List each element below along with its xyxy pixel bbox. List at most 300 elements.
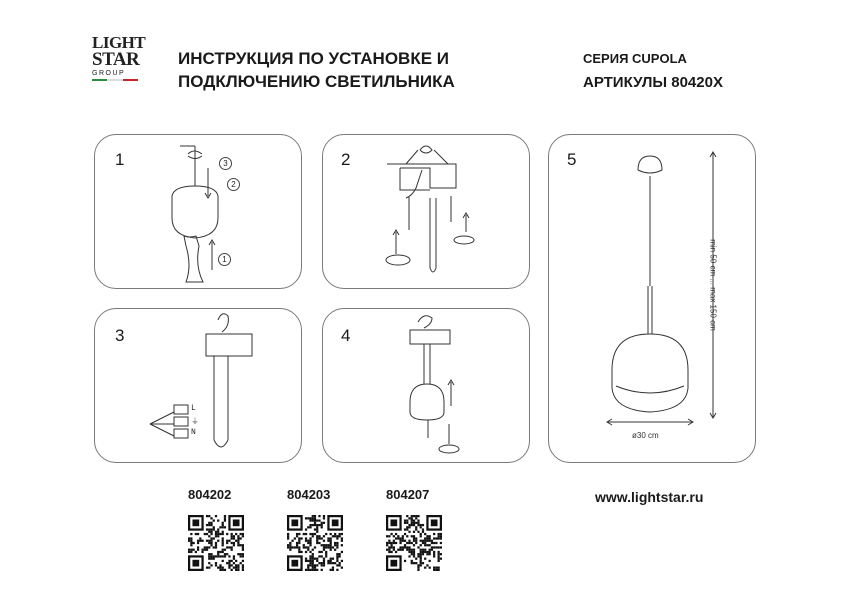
qr-module <box>341 533 343 535</box>
qr-module <box>411 522 413 524</box>
panel-number-5: 5 <box>567 150 577 169</box>
qr-module <box>330 558 332 560</box>
qr-module <box>433 542 435 544</box>
step-marker-1: 1 <box>218 253 231 266</box>
qr-module <box>314 567 316 569</box>
qr-module <box>222 526 224 528</box>
qr-module <box>426 535 428 537</box>
qr-module <box>318 562 320 564</box>
qr-module <box>300 537 302 539</box>
qr-module <box>415 515 417 517</box>
qr-module <box>199 540 201 542</box>
wire-mark-n: N <box>191 428 196 437</box>
qr-module <box>408 555 410 557</box>
qr-module <box>314 569 316 571</box>
qr-module <box>208 540 210 542</box>
qr-module <box>413 515 415 517</box>
qr-module <box>204 549 206 551</box>
qr-module <box>305 528 307 530</box>
qr-module <box>408 542 410 544</box>
qr-module <box>330 549 332 551</box>
qr-module <box>330 544 332 546</box>
qr-module <box>404 522 406 524</box>
qr-finder-core <box>192 560 199 567</box>
qr-module <box>242 533 244 535</box>
qr-module <box>289 546 291 548</box>
qr-module <box>226 540 228 542</box>
qr-module <box>411 549 413 551</box>
qr-finder-core <box>291 519 298 526</box>
qr-module <box>298 549 300 551</box>
qr-module <box>334 542 336 544</box>
qr-module <box>408 546 410 548</box>
qr-module <box>323 562 325 564</box>
qr-module <box>390 546 392 548</box>
qr-module <box>341 544 343 546</box>
qr-module <box>393 549 395 551</box>
qr-module <box>294 546 296 548</box>
qr-module <box>404 528 406 530</box>
qr-module <box>312 553 314 555</box>
qr-module <box>190 551 192 553</box>
qr-module <box>406 546 408 548</box>
qr-module <box>399 549 401 551</box>
qr-module <box>237 553 239 555</box>
qr-module <box>228 560 230 562</box>
qr-module <box>235 569 237 571</box>
article-number-1: 804202 <box>188 487 232 502</box>
qr-module <box>235 533 237 535</box>
qr-module <box>393 546 395 548</box>
qr-module <box>215 515 217 517</box>
qr-module <box>440 558 442 560</box>
qr-module <box>235 567 237 569</box>
qr-module <box>411 517 413 519</box>
series-name: СЕРИЯ CUPOLA <box>583 51 687 66</box>
step-marker-3: 3 <box>219 157 232 170</box>
qr-module <box>323 540 325 542</box>
qr-module <box>406 535 408 537</box>
qr-module <box>399 537 401 539</box>
qr-module <box>208 558 210 560</box>
qr-module <box>386 542 388 544</box>
qr-module <box>305 546 307 548</box>
qr-module <box>339 564 341 566</box>
qr-module <box>424 533 426 535</box>
qr-module <box>420 535 422 537</box>
qr-module <box>312 515 314 517</box>
qr-module <box>188 549 190 551</box>
qr-module <box>415 537 417 539</box>
qr-module <box>321 544 323 546</box>
qr-module <box>213 528 215 530</box>
qr-module <box>417 555 419 557</box>
panel-number-1: 1 <box>115 150 125 169</box>
qr-module <box>429 540 431 542</box>
qr-module <box>206 528 208 530</box>
qr-module <box>433 533 435 535</box>
qr-module <box>235 560 237 562</box>
panel-4-illustration <box>410 316 459 453</box>
qr-module <box>206 515 208 517</box>
qr-module <box>424 567 426 569</box>
qr-module <box>213 558 215 560</box>
qr-module <box>339 553 341 555</box>
article-number-3: 804207 <box>386 487 430 502</box>
qr-module <box>314 528 316 530</box>
qr-module <box>411 515 413 517</box>
qr-module <box>422 528 424 530</box>
qr-module <box>316 519 318 521</box>
qr-module <box>321 555 323 557</box>
panel-number-3: 3 <box>115 326 125 345</box>
qr-finder-core <box>192 519 199 526</box>
qr-module <box>433 567 435 569</box>
qr-module <box>422 540 424 542</box>
qr-module <box>388 546 390 548</box>
qr-finder-core <box>332 519 339 526</box>
qr-module <box>206 549 208 551</box>
qr-module <box>406 549 408 551</box>
qr-module <box>336 546 338 548</box>
qr-module <box>440 546 442 548</box>
qr-module <box>305 551 307 553</box>
qr-module <box>334 562 336 564</box>
qr-module <box>438 546 440 548</box>
qr-module <box>237 542 239 544</box>
qr-module <box>438 558 440 560</box>
qr-finder-core <box>233 519 240 526</box>
qr-module <box>210 540 212 542</box>
panel-1-illustration <box>172 146 218 282</box>
qr-module <box>390 544 392 546</box>
qr-module <box>228 562 230 564</box>
qr-module <box>429 553 431 555</box>
qr-module <box>287 544 289 546</box>
qr-module <box>307 549 309 551</box>
qr-module <box>195 533 197 535</box>
qr-module <box>426 544 428 546</box>
qr-module <box>316 528 318 530</box>
qr-module <box>440 535 442 537</box>
qr-module <box>321 564 323 566</box>
qr-module <box>226 533 228 535</box>
qr-module <box>287 533 289 535</box>
qr-module <box>334 549 336 551</box>
qr-module <box>224 519 226 521</box>
qr-code-804207[interactable] <box>386 515 442 571</box>
qr-module <box>289 542 291 544</box>
qr-module <box>305 533 307 535</box>
qr-module <box>321 562 323 564</box>
qr-module <box>210 531 212 533</box>
qr-module <box>224 515 226 517</box>
qr-module <box>417 515 419 517</box>
qr-module <box>415 522 417 524</box>
qr-module <box>233 542 235 544</box>
qr-module <box>330 560 332 562</box>
qr-module <box>336 555 338 557</box>
qr-module <box>316 542 318 544</box>
qr-module <box>318 535 320 537</box>
qr-module <box>240 544 242 546</box>
qr-module <box>219 564 221 566</box>
qr-module <box>422 531 424 533</box>
qr-module <box>242 544 244 546</box>
qr-module <box>210 542 212 544</box>
qr-module <box>438 551 440 553</box>
qr-code-804202[interactable] <box>188 515 244 571</box>
qr-module <box>431 540 433 542</box>
qr-module <box>318 515 320 517</box>
qr-module <box>424 544 426 546</box>
qr-module <box>305 540 307 542</box>
qr-module <box>433 551 435 553</box>
qr-module <box>318 551 320 553</box>
qr-module <box>237 569 239 571</box>
qr-module <box>413 522 415 524</box>
qr-module <box>287 537 289 539</box>
qr-module <box>341 537 343 539</box>
qr-module <box>413 535 415 537</box>
qr-module <box>429 560 431 562</box>
qr-module <box>323 535 325 537</box>
qr-module <box>296 533 298 535</box>
qr-module <box>438 533 440 535</box>
qr-module <box>336 553 338 555</box>
qr-module <box>408 549 410 551</box>
qr-module <box>341 567 343 569</box>
qr-module <box>309 560 311 562</box>
qr-module <box>305 560 307 562</box>
qr-module <box>413 524 415 526</box>
qr-module <box>215 564 217 566</box>
qr-module <box>222 551 224 553</box>
qr-module <box>415 540 417 542</box>
qr-module <box>323 549 325 551</box>
qr-module <box>222 569 224 571</box>
qr-module <box>420 533 422 535</box>
qr-module <box>226 553 228 555</box>
qr-module <box>325 546 327 548</box>
qr-module <box>242 560 244 562</box>
website-url[interactable]: www.lightstar.ru <box>595 489 704 505</box>
qr-module <box>312 555 314 557</box>
qr-module <box>435 569 437 571</box>
qr-module <box>316 564 318 566</box>
qr-module <box>438 569 440 571</box>
qr-code-804203[interactable] <box>287 515 343 571</box>
qr-module <box>222 549 224 551</box>
qr-module <box>204 546 206 548</box>
qr-module <box>224 555 226 557</box>
qr-module <box>325 544 327 546</box>
qr-module <box>341 551 343 553</box>
qr-module <box>413 555 415 557</box>
qr-module <box>307 526 309 528</box>
qr-module <box>312 562 314 564</box>
qr-module <box>420 553 422 555</box>
qr-module <box>213 526 215 528</box>
qr-module <box>420 549 422 551</box>
qr-module <box>388 551 390 553</box>
qr-module <box>206 524 208 526</box>
qr-module <box>217 531 219 533</box>
qr-module <box>188 551 190 553</box>
qr-module <box>433 569 435 571</box>
qr-module <box>438 555 440 557</box>
qr-module <box>291 540 293 542</box>
qr-module <box>417 569 419 571</box>
qr-module <box>217 528 219 530</box>
qr-module <box>397 535 399 537</box>
qr-module <box>233 567 235 569</box>
qr-module <box>336 569 338 571</box>
qr-module <box>413 544 415 546</box>
qr-module <box>323 560 325 562</box>
qr-module <box>300 551 302 553</box>
qr-module <box>393 542 395 544</box>
qr-module <box>298 533 300 535</box>
qr-module <box>204 533 206 535</box>
qr-module <box>217 567 219 569</box>
qr-module <box>424 551 426 553</box>
qr-module <box>305 537 307 539</box>
qr-module <box>435 567 437 569</box>
qr-module <box>325 555 327 557</box>
qr-module <box>406 515 408 517</box>
qr-module <box>296 544 298 546</box>
qr-module <box>228 564 230 566</box>
qr-module <box>192 549 194 551</box>
qr-module <box>197 542 199 544</box>
qr-module <box>339 535 341 537</box>
qr-module <box>298 542 300 544</box>
qr-module <box>399 546 401 548</box>
qr-module <box>330 533 332 535</box>
qr-module <box>314 524 316 526</box>
qr-module <box>413 531 415 533</box>
qr-module <box>426 537 428 539</box>
qr-module <box>440 553 442 555</box>
logo-text-light: LIGHT <box>92 33 146 52</box>
qr-module <box>215 562 217 564</box>
qr-module <box>408 531 410 533</box>
qr-module <box>336 560 338 562</box>
qr-module <box>213 537 215 539</box>
qr-module <box>208 535 210 537</box>
qr-module <box>240 555 242 557</box>
qr-module <box>316 558 318 560</box>
qr-module <box>307 540 309 542</box>
qr-module <box>222 537 224 539</box>
qr-module <box>332 567 334 569</box>
qr-module <box>417 564 419 566</box>
qr-module <box>233 535 235 537</box>
qr-module <box>433 546 435 548</box>
qr-module <box>413 562 415 564</box>
qr-module <box>395 533 397 535</box>
qr-module <box>314 522 316 524</box>
qr-module <box>435 537 437 539</box>
qr-module <box>219 555 221 557</box>
qr-module <box>237 567 239 569</box>
qr-module <box>237 537 239 539</box>
qr-module <box>303 546 305 548</box>
qr-module <box>336 537 338 539</box>
qr-module <box>318 519 320 521</box>
qr-module <box>316 526 318 528</box>
qr-finder-core <box>431 519 438 526</box>
qr-module <box>415 542 417 544</box>
qr-module <box>420 524 422 526</box>
qr-module <box>321 526 323 528</box>
qr-module <box>417 519 419 521</box>
qr-module <box>325 551 327 553</box>
qr-module <box>429 567 431 569</box>
qr-module <box>323 544 325 546</box>
qr-module <box>291 546 293 548</box>
qr-module <box>228 567 230 569</box>
qr-module <box>312 569 314 571</box>
qr-module <box>219 567 221 569</box>
qr-module <box>240 537 242 539</box>
qr-module <box>296 546 298 548</box>
qr-module <box>323 558 325 560</box>
qr-module <box>411 560 413 562</box>
qr-module <box>235 564 237 566</box>
qr-module <box>314 519 316 521</box>
qr-module <box>228 540 230 542</box>
qr-module <box>334 544 336 546</box>
qr-module <box>201 540 203 542</box>
qr-module <box>413 553 415 555</box>
qr-module <box>201 549 203 551</box>
qr-module <box>339 533 341 535</box>
qr-module <box>323 546 325 548</box>
qr-module <box>197 533 199 535</box>
qr-module <box>388 549 390 551</box>
qr-module <box>429 551 431 553</box>
qr-module <box>303 533 305 535</box>
qr-module <box>406 522 408 524</box>
qr-module <box>208 528 210 530</box>
qr-module <box>309 517 311 519</box>
qr-module <box>336 542 338 544</box>
qr-module <box>431 549 433 551</box>
qr-module <box>188 540 190 542</box>
qr-module <box>240 533 242 535</box>
qr-module <box>332 569 334 571</box>
qr-module <box>390 542 392 544</box>
qr-module <box>309 551 311 553</box>
qr-module <box>222 524 224 526</box>
qr-module <box>312 564 314 566</box>
qr-module <box>420 555 422 557</box>
qr-module <box>217 555 219 557</box>
qr-module <box>316 537 318 539</box>
qr-module <box>197 540 199 542</box>
qr-module <box>316 569 318 571</box>
qr-module <box>386 549 388 551</box>
qr-module <box>413 551 415 553</box>
qr-module <box>215 544 217 546</box>
title-line-2: ПОДКЛЮЧЕНИЮ СВЕТИЛЬНИКА <box>178 72 455 91</box>
qr-module <box>219 551 221 553</box>
qr-module <box>411 519 413 521</box>
qr-module <box>215 555 217 557</box>
qr-module <box>228 555 230 557</box>
